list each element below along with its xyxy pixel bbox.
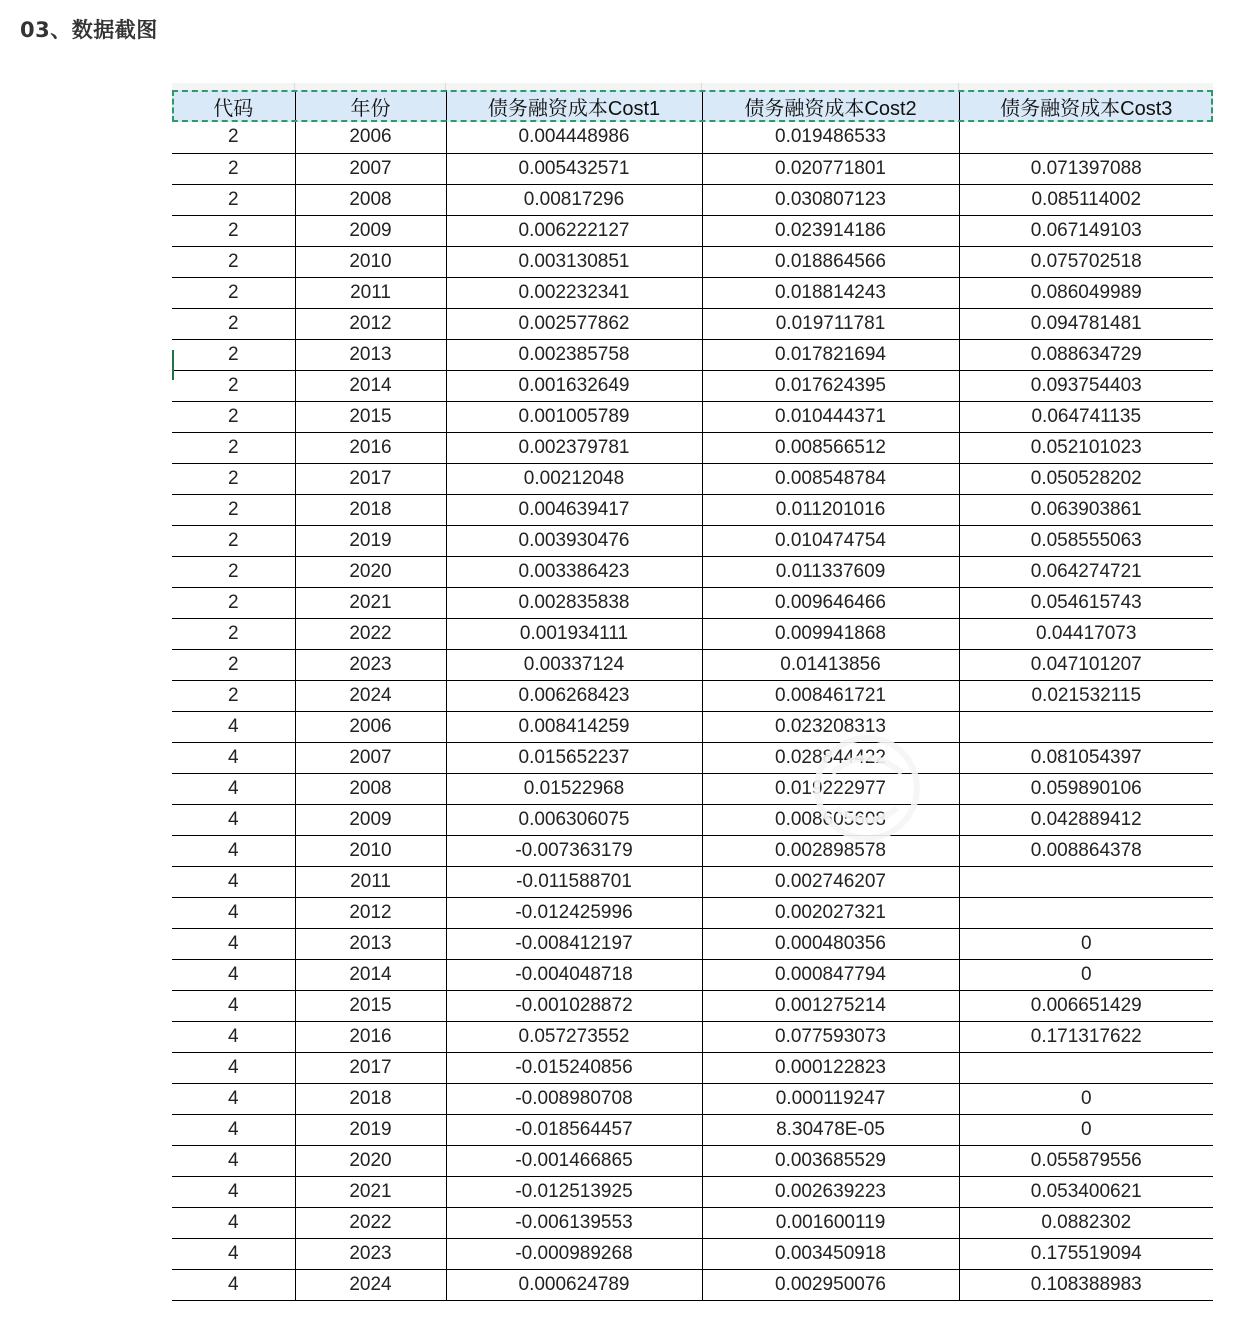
cell-year: 2008: [295, 773, 446, 804]
cell-cost2: 0.010474754: [702, 525, 959, 556]
cell-cost3: 0.04417073: [959, 618, 1213, 649]
cell-cost1: 0.015652237: [446, 742, 702, 773]
cell-code: 4: [172, 1145, 295, 1176]
cell-year: 2020: [295, 1145, 446, 1176]
cell-year: 2022: [295, 1207, 446, 1238]
cell-cost1: 0.001934111: [446, 618, 702, 649]
cell-cost3: 0.052101023: [959, 432, 1213, 463]
cell-cost3: 0.064741135: [959, 401, 1213, 432]
cell-code: 2: [172, 246, 295, 277]
cell-cost1: -0.008412197: [446, 928, 702, 959]
cell-year: 2021: [295, 1176, 446, 1207]
table-row: [172, 463, 1213, 494]
cell-code: 2: [172, 649, 295, 680]
table-row: [172, 1145, 1213, 1176]
cell-cost1: -0.012513925: [446, 1176, 702, 1207]
cell-year: 2007: [295, 153, 446, 184]
cell-year: 2020: [295, 556, 446, 587]
table-row: [172, 215, 1213, 246]
cell-year: 2024: [295, 1269, 446, 1300]
cell-cost3: 0.175519094: [959, 1238, 1213, 1269]
cell-cost3: 0.059890106: [959, 773, 1213, 804]
cell-code: 2: [172, 432, 295, 463]
cell-cost2: 0.000119247: [702, 1083, 959, 1114]
cell-cost1: 0.00212048: [446, 463, 702, 494]
table-body: [172, 122, 1213, 1300]
cell-cost2: 0.010444371: [702, 401, 959, 432]
cell-year: 2006: [295, 711, 446, 742]
cell-year: 2018: [295, 1083, 446, 1114]
cell-cost1: -0.012425996: [446, 897, 702, 928]
cell-year: 2012: [295, 308, 446, 339]
cell-cost1: -0.011588701: [446, 866, 702, 897]
cell-year: 2011: [295, 277, 446, 308]
cell-cost2: 0.008566512: [702, 432, 959, 463]
cell-code: 2: [172, 401, 295, 432]
table-row: [172, 1021, 1213, 1052]
cell-year: 2009: [295, 215, 446, 246]
cell-cost3: 0.0882302: [959, 1207, 1213, 1238]
cell-cost1: 0.004639417: [446, 494, 702, 525]
cell-code: 4: [172, 1021, 295, 1052]
cell-code: 2: [172, 587, 295, 618]
cell-cost1: 0.01522968: [446, 773, 702, 804]
cell-cost3: 0.067149103: [959, 215, 1213, 246]
cell-cost3: 0: [959, 928, 1213, 959]
cell-cost2: 0.023208313: [702, 711, 959, 742]
cell-year: 2013: [295, 928, 446, 959]
cell-cost3: 0.063903861: [959, 494, 1213, 525]
cell-cost1: -0.001466865: [446, 1145, 702, 1176]
cell-cost1: -0.018564457: [446, 1114, 702, 1145]
cell-cost2: 0.019222977: [702, 773, 959, 804]
cell-cost3: [959, 1052, 1213, 1083]
cell-cost1: -0.006139553: [446, 1207, 702, 1238]
cell-cost3: 0.086049989: [959, 277, 1213, 308]
cell-year: 2007: [295, 742, 446, 773]
cell-cost3: [959, 897, 1213, 928]
cell-cost2: 0.077593073: [702, 1021, 959, 1052]
cell-cost2: 0.002746207: [702, 866, 959, 897]
table-row: [172, 649, 1213, 680]
cell-year: 2019: [295, 525, 446, 556]
cell-cost3: 0.021532115: [959, 680, 1213, 711]
cell-cost1: 0.00817296: [446, 184, 702, 215]
cell-cost2: 0.001600119: [702, 1207, 959, 1238]
table-row: [172, 308, 1213, 339]
table-row: [172, 525, 1213, 556]
cell-cost2: 0.009941868: [702, 618, 959, 649]
cell-code: 4: [172, 990, 295, 1021]
cell-year: 2023: [295, 649, 446, 680]
cell-cost2: 0.002639223: [702, 1176, 959, 1207]
cell-cost1: 0.008414259: [446, 711, 702, 742]
cell-year: 2016: [295, 432, 446, 463]
table-row: [172, 339, 1213, 370]
cell-code: 2: [172, 339, 295, 370]
cell-cost2: 0.023914186: [702, 215, 959, 246]
cell-cost2: 8.30478E-05: [702, 1114, 959, 1145]
cell-year: 2018: [295, 494, 446, 525]
cell-code: 4: [172, 1052, 295, 1083]
cell-cost3: 0.081054397: [959, 742, 1213, 773]
cell-code: 4: [172, 1114, 295, 1145]
cell-code: 2: [172, 277, 295, 308]
cell-cost1: 0.057273552: [446, 1021, 702, 1052]
cell-cost1: -0.004048718: [446, 959, 702, 990]
table-row: [172, 1176, 1213, 1207]
cell-cost3: 0: [959, 1083, 1213, 1114]
cell-year: 2010: [295, 835, 446, 866]
cell-cost1: 0.001632649: [446, 370, 702, 401]
cell-cost2: 0.018814243: [702, 277, 959, 308]
cell-code: 4: [172, 928, 295, 959]
cell-cost2: 0.030807123: [702, 184, 959, 215]
cell-code: 2: [172, 463, 295, 494]
cell-cost3: 0.047101207: [959, 649, 1213, 680]
cell-code: 2: [172, 122, 295, 153]
cell-cost1: 0.004448986: [446, 122, 702, 153]
cell-cost2: 0.000847794: [702, 959, 959, 990]
cell-cost3: 0.008864378: [959, 835, 1213, 866]
cell-cost1: 0.002577862: [446, 308, 702, 339]
cell-cost1: -0.001028872: [446, 990, 702, 1021]
cell-cost1: 0.002385758: [446, 339, 702, 370]
cell-code: 2: [172, 215, 295, 246]
cell-cost2: 0.019711781: [702, 308, 959, 339]
table-row: [172, 277, 1213, 308]
table-row: [172, 153, 1213, 184]
cell-cost1: 0.00337124: [446, 649, 702, 680]
header-cost2: 债务融资成本Cost2: [702, 90, 959, 122]
cell-cost2: 0.009646466: [702, 587, 959, 618]
header-cost1: 债务融资成本Cost1: [446, 90, 702, 122]
header-year: 年份: [295, 90, 446, 122]
table-row: [172, 494, 1213, 525]
cell-code: 4: [172, 711, 295, 742]
table-row: [172, 1207, 1213, 1238]
cell-cost2: 0.017624395: [702, 370, 959, 401]
cell-cost1: 0.002835838: [446, 587, 702, 618]
cell-code: 2: [172, 184, 295, 215]
table-row: [172, 742, 1213, 773]
table-row: [172, 897, 1213, 928]
cell-cost1: 0.006222127: [446, 215, 702, 246]
table-row: [172, 928, 1213, 959]
table-row: [172, 1114, 1213, 1145]
table-row: [172, 184, 1213, 215]
cell-code: 4: [172, 742, 295, 773]
cell-year: 2011: [295, 866, 446, 897]
cell-cost3: 0.054615743: [959, 587, 1213, 618]
table-row: [172, 680, 1213, 711]
cell-code: 4: [172, 1269, 295, 1300]
table-row: [172, 587, 1213, 618]
data-table: [172, 90, 1213, 1301]
cell-cost3: 0: [959, 1114, 1213, 1145]
cell-cost2: 0.028844422: [702, 742, 959, 773]
table-row: [172, 835, 1213, 866]
cell-code: 4: [172, 804, 295, 835]
table-row: [172, 1238, 1213, 1269]
cell-cost2: 0.008548784: [702, 463, 959, 494]
cell-code: 2: [172, 618, 295, 649]
cell-year: 2016: [295, 1021, 446, 1052]
cell-year: 2010: [295, 246, 446, 277]
cell-code: 4: [172, 773, 295, 804]
cell-cost2: 0.018864566: [702, 246, 959, 277]
cell-cost1: 0.003386423: [446, 556, 702, 587]
cell-year: 2022: [295, 618, 446, 649]
cell-cost3: 0: [959, 959, 1213, 990]
cell-cost1: 0.001005789: [446, 401, 702, 432]
cell-cost3: 0.093754403: [959, 370, 1213, 401]
cell-cost2: 0.003450918: [702, 1238, 959, 1269]
cell-cost1: 0.000624789: [446, 1269, 702, 1300]
header-code: 代码: [172, 90, 295, 122]
cell-cost3: 0.085114002: [959, 184, 1213, 215]
cell-year: 2012: [295, 897, 446, 928]
cell-cost2: 0.000480356: [702, 928, 959, 959]
cell-cost1: 0.002232341: [446, 277, 702, 308]
table-row: [172, 711, 1213, 742]
cell-cost1: -0.015240856: [446, 1052, 702, 1083]
cell-cost2: 0.002027321: [702, 897, 959, 928]
cell-cost1: 0.003130851: [446, 246, 702, 277]
table-row: [172, 1269, 1213, 1300]
cell-cost2: 0.008461721: [702, 680, 959, 711]
cell-year: 2015: [295, 990, 446, 1021]
cell-cost2: 0.019486533: [702, 122, 959, 153]
header-row: [172, 90, 1213, 122]
cell-cost3: 0.058555063: [959, 525, 1213, 556]
header-cost3: 债务融资成本Cost3: [959, 90, 1213, 122]
cell-cost1: -0.008980708: [446, 1083, 702, 1114]
cell-code: 2: [172, 680, 295, 711]
cell-code: 2: [172, 525, 295, 556]
cell-year: 2006: [295, 122, 446, 153]
table-row: [172, 618, 1213, 649]
table-row: [172, 1083, 1213, 1114]
cell-cost3: 0.075702518: [959, 246, 1213, 277]
cell-year: 2013: [295, 339, 446, 370]
cell-cost1: 0.003930476: [446, 525, 702, 556]
cell-code: 4: [172, 1176, 295, 1207]
table-row: [172, 122, 1213, 153]
table-row: [172, 556, 1213, 587]
cell-cost3: 0.171317622: [959, 1021, 1213, 1052]
cell-cost2: 0.002898578: [702, 835, 959, 866]
cell-cost3: [959, 711, 1213, 742]
cell-cost2: 0.008605608: [702, 804, 959, 835]
cell-code: 4: [172, 1238, 295, 1269]
cell-cost3: 0.053400621: [959, 1176, 1213, 1207]
cell-year: 2023: [295, 1238, 446, 1269]
cell-year: 2017: [295, 1052, 446, 1083]
cell-cost1: -0.007363179: [446, 835, 702, 866]
cell-cost2: 0.017821694: [702, 339, 959, 370]
cell-cost3: 0.094781481: [959, 308, 1213, 339]
cell-cost2: 0.001275214: [702, 990, 959, 1021]
cell-year: 2015: [295, 401, 446, 432]
cell-year: 2014: [295, 959, 446, 990]
cell-code: 4: [172, 959, 295, 990]
cell-cost1: 0.002379781: [446, 432, 702, 463]
cell-code: 2: [172, 370, 295, 401]
table-row: [172, 804, 1213, 835]
cell-cost1: 0.006268423: [446, 680, 702, 711]
active-cell-indicator: [172, 350, 174, 380]
table-row: [172, 370, 1213, 401]
cell-cost3: 0.071397088: [959, 153, 1213, 184]
cell-year: 2024: [295, 680, 446, 711]
cell-cost3: 0.050528202: [959, 463, 1213, 494]
cell-cost3: [959, 866, 1213, 897]
cell-code: 2: [172, 556, 295, 587]
cell-year: 2008: [295, 184, 446, 215]
cell-year: 2017: [295, 463, 446, 494]
table-row: [172, 432, 1213, 463]
table-row: [172, 773, 1213, 804]
cell-code: 4: [172, 835, 295, 866]
cell-cost3: 0.055879556: [959, 1145, 1213, 1176]
cell-cost3: 0.088634729: [959, 339, 1213, 370]
cell-code: 4: [172, 897, 295, 928]
cell-cost1: 0.006306075: [446, 804, 702, 835]
table-row: [172, 866, 1213, 897]
cell-year: 2019: [295, 1114, 446, 1145]
cell-cost3: 0.108388983: [959, 1269, 1213, 1300]
cell-cost3: 0.042889412: [959, 804, 1213, 835]
cell-cost2: 0.011337609: [702, 556, 959, 587]
cell-year: 2014: [295, 370, 446, 401]
cell-cost2: 0.002950076: [702, 1269, 959, 1300]
cell-cost1: 0.005432571: [446, 153, 702, 184]
cell-cost3: 0.064274721: [959, 556, 1213, 587]
cell-cost2: 0.003685529: [702, 1145, 959, 1176]
cell-cost2: 0.011201016: [702, 494, 959, 525]
cell-cost2: 0.01413856: [702, 649, 959, 680]
section-title: 03、数据截图: [20, 18, 158, 42]
cell-code: 2: [172, 308, 295, 339]
cell-year: 2009: [295, 804, 446, 835]
table-row: [172, 990, 1213, 1021]
cell-code: 2: [172, 494, 295, 525]
table-row: [172, 401, 1213, 432]
cell-year: 2021: [295, 587, 446, 618]
table-row: [172, 246, 1213, 277]
cell-cost2: 0.000122823: [702, 1052, 959, 1083]
cell-code: 4: [172, 866, 295, 897]
cell-code: 2: [172, 153, 295, 184]
table-row: [172, 1052, 1213, 1083]
cell-code: 4: [172, 1083, 295, 1114]
cell-cost1: -0.000989268: [446, 1238, 702, 1269]
table-row: [172, 959, 1213, 990]
cell-cost3: 0.006651429: [959, 990, 1213, 1021]
spreadsheet-screenshot: [172, 83, 1213, 1340]
cell-code: 4: [172, 1207, 295, 1238]
cell-cost3: [959, 122, 1213, 153]
cell-cost2: 0.020771801: [702, 153, 959, 184]
